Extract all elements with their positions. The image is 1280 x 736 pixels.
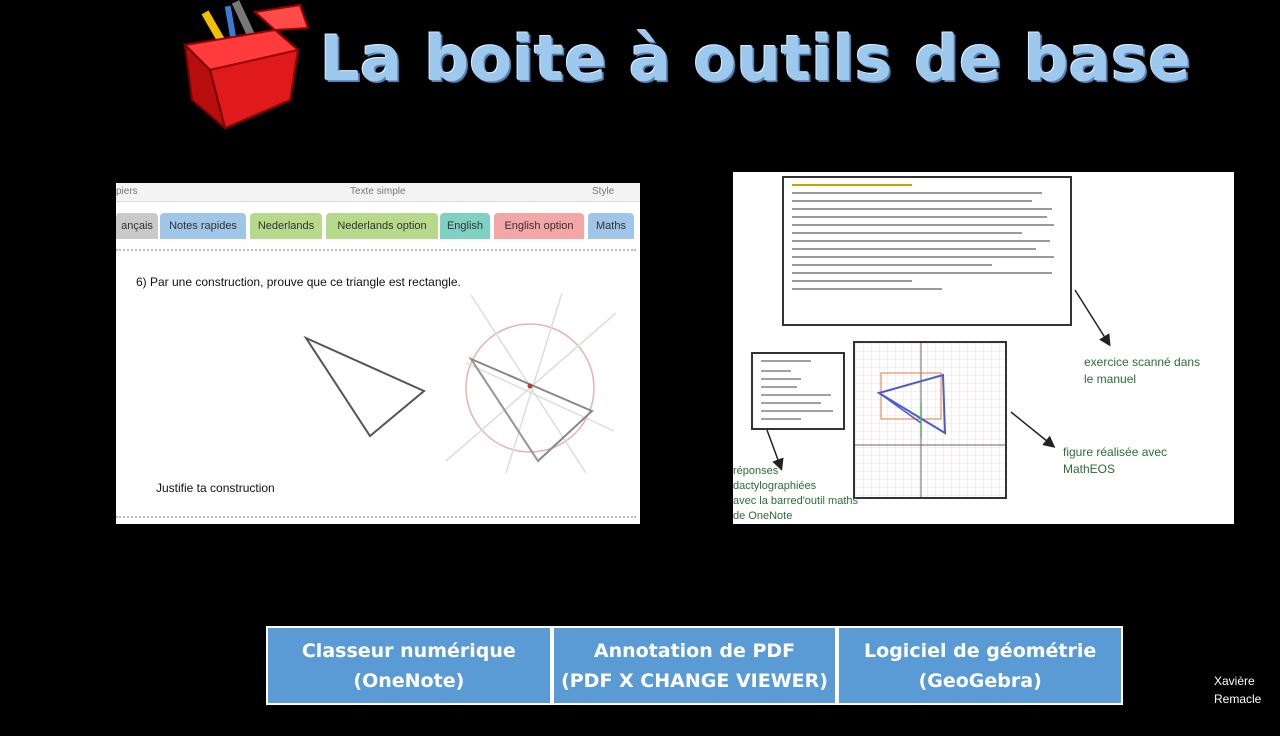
section-tabs	[116, 213, 640, 239]
matheos-figure	[853, 341, 1007, 499]
exercise-question: 6) Par une construction, prouve que ce triangle est rectangle.	[136, 275, 461, 289]
author-last-name: Remacle	[1214, 692, 1262, 706]
tool-cell-pdf	[554, 628, 836, 703]
tab-english[interactable]: English	[440, 213, 490, 239]
note-typed-line4: de OneNote	[733, 510, 793, 522]
onenote-ribbon-bar	[116, 183, 640, 202]
dotted-separator-bottom	[116, 516, 636, 518]
typed-answers-box	[751, 352, 845, 430]
geometry-construction	[116, 283, 640, 473]
ribbon-right-label: Style	[592, 186, 615, 197]
tool-cell-onenote	[268, 628, 550, 703]
slide-title: La boite à outils de base	[320, 22, 1191, 95]
note-matheos-line2: MathEOS	[1063, 462, 1116, 476]
toolbox-icon	[180, 0, 310, 130]
original-triangle	[306, 338, 424, 436]
slide-header	[180, 0, 1191, 135]
justify-label: Justifie ta construction	[156, 481, 275, 495]
tab-maths[interactable]: Maths	[588, 213, 634, 239]
ribbon-left-label: piers	[116, 186, 138, 197]
note-matheos-line1: figure réalisée avec	[1063, 445, 1168, 459]
tool-geogebra-title: Logiciel de géométrie	[864, 639, 1097, 662]
note-scanned-line1: exercice scanné dans	[1084, 355, 1201, 369]
tab-nederlands[interactable]: Nederlands	[250, 213, 322, 239]
tab-notes-rapides[interactable]: Notes rapides	[160, 213, 246, 239]
note-typed-line1: réponses	[733, 465, 779, 477]
tools-table	[266, 626, 1123, 705]
note-scanned-exercise	[1084, 354, 1200, 388]
author-credit	[1214, 672, 1261, 708]
tool-onenote-sub: (OneNote)	[353, 669, 465, 692]
circle-center-point	[528, 384, 533, 389]
ribbon-center-label: Texte simple	[350, 186, 406, 197]
tab-francais[interactable]: ançais	[116, 213, 158, 239]
tool-geogebra-sub: (GeoGebra)	[918, 669, 1042, 692]
onenote-screenshot	[116, 183, 640, 524]
tool-cell-geogebra	[839, 628, 1121, 703]
tool-pdf-sub: (PDF X CHANGE VIEWER)	[561, 669, 828, 692]
author-first-name: Xavière	[1214, 674, 1255, 688]
tab-nederlands-option[interactable]: Nederlands option	[326, 213, 438, 239]
tool-pdf-title: Annotation de PDF	[593, 639, 796, 662]
tab-english-option[interactable]: English option	[494, 213, 584, 239]
note-typed-line2: dactylographiées	[733, 480, 817, 492]
dotted-separator	[116, 249, 636, 251]
note-matheos-figure	[1063, 444, 1167, 478]
note-typed-line3: avec la barred'outil maths	[733, 495, 858, 507]
note-scanned-line2: le manuel	[1084, 372, 1137, 386]
tool-onenote-title: Classeur numérique	[301, 639, 516, 662]
pdf-screenshot	[733, 172, 1234, 524]
note-typed-answers	[733, 464, 858, 524]
